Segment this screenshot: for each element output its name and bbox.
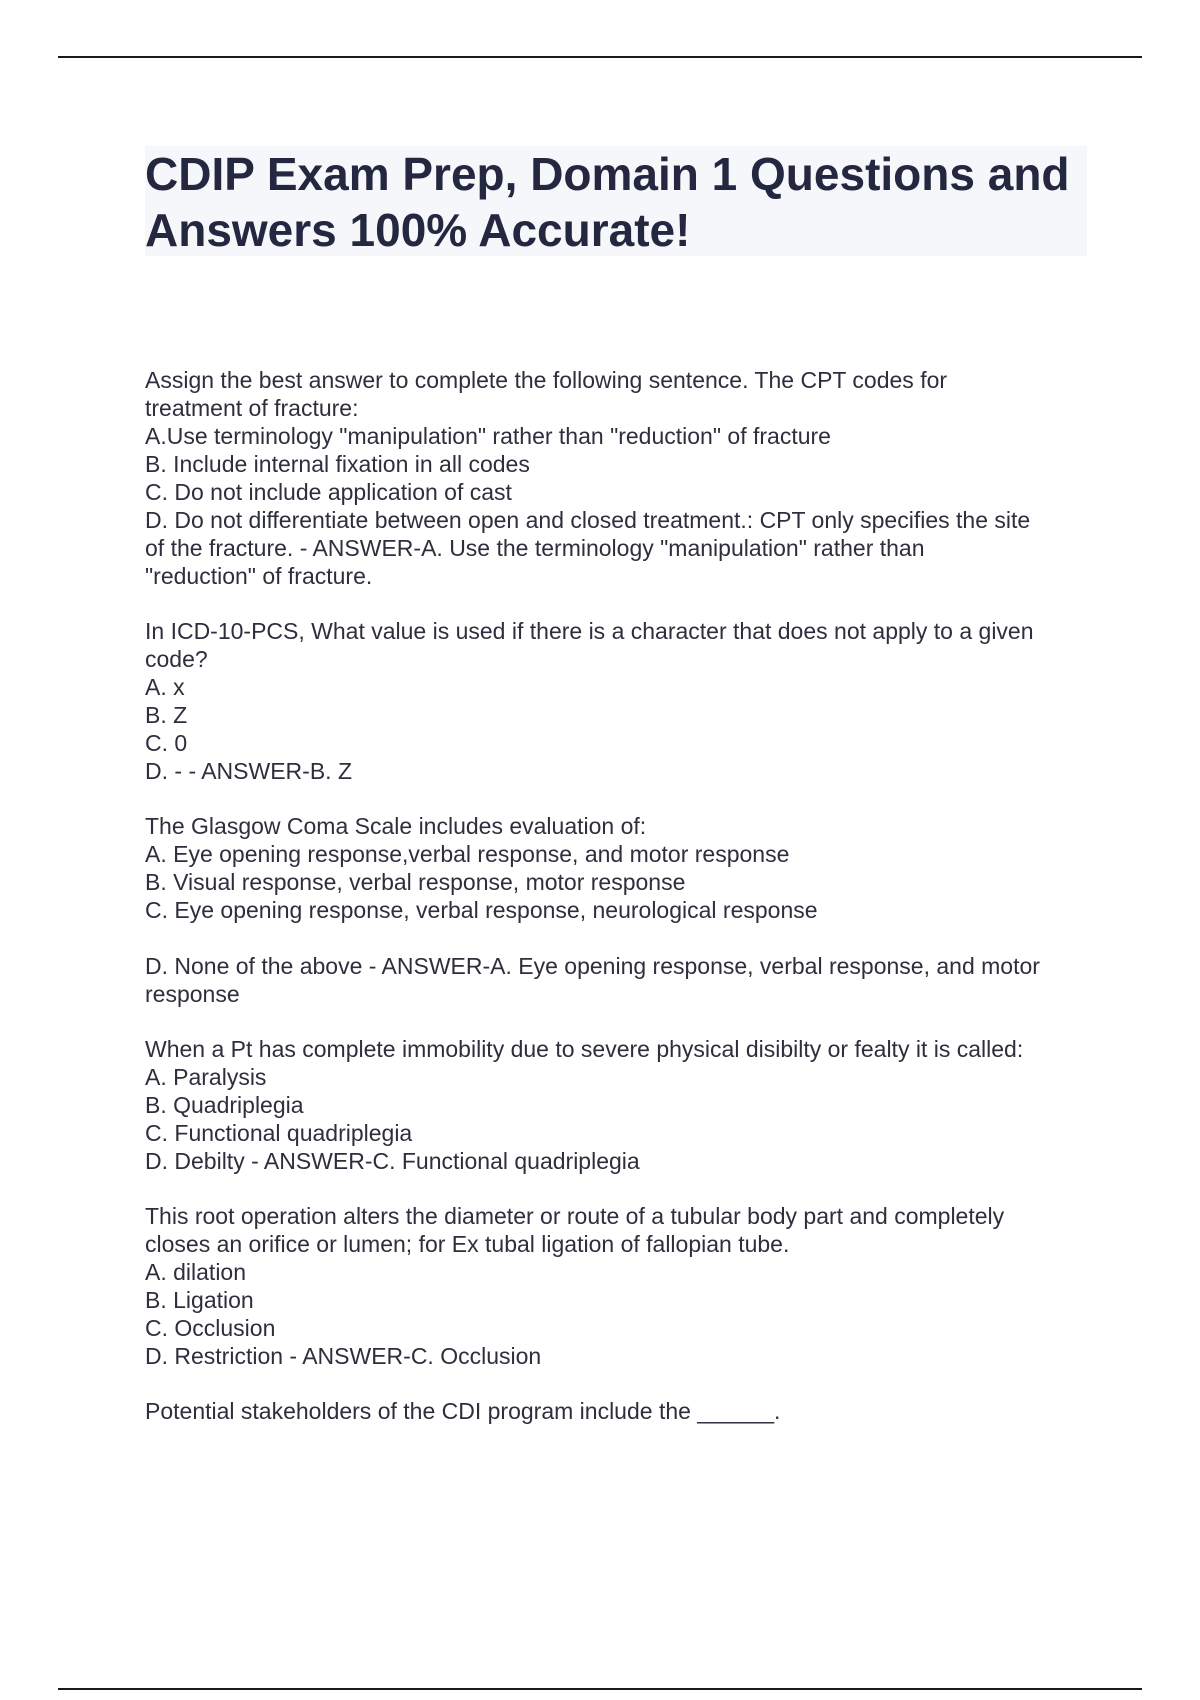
option-line: B. Include internal fixation in all codes (145, 451, 530, 477)
option-line: A. dilation (145, 1259, 247, 1285)
answer-line: of the fracture. - ANSWER-A. Use the terminology "manipulation" rather than (145, 535, 925, 561)
footer-rule (58, 1688, 1142, 1690)
answer-line: D. Restriction - ANSWER-C. Occlusion (145, 1343, 542, 1369)
option-line: C. Do not include application of cast (145, 479, 512, 505)
title-block (145, 146, 1087, 256)
question-line: Assign the best answer to complete the following sentence. The CPT codes for (145, 367, 948, 393)
question-block (145, 1397, 1087, 1425)
question-line: treatment of fracture: (145, 395, 359, 421)
option-line: B. Quadriplegia (145, 1092, 304, 1118)
option-line: C. Functional quadriplegia (145, 1120, 413, 1146)
answer-line: "reduction" of fracture. (145, 563, 373, 589)
option-line: C. Occlusion (145, 1315, 276, 1341)
question-block (145, 1202, 1087, 1370)
question-line: The Glasgow Coma Scale includes evaluation of: (145, 813, 647, 839)
option-line: C. Eye opening response, verbal response, neurological response (145, 897, 818, 923)
option-line: B. Ligation (145, 1287, 254, 1313)
question-line: In ICD-10-PCS, What value is used if there is a character that does not apply to a given (145, 618, 1034, 644)
question-list (145, 366, 1087, 1452)
document-title: CDIP Exam Prep, Domain 1 Questions and Answers 100% Accurate! (145, 148, 1070, 256)
question-block (145, 812, 1087, 1008)
question-line: code? (145, 646, 208, 672)
option-line: A. Eye opening response,verbal response, and motor response (145, 841, 790, 867)
question-block (145, 617, 1087, 785)
question-line: closes an orifice or lumen; for Ex tubal ligation of fallopian tube. (145, 1231, 790, 1257)
answer-line: D. None of the above - ANSWER-A. Eye opening response, verbal response, and motor (145, 953, 1040, 979)
question-block (145, 1035, 1087, 1175)
question-line: When a Pt has complete immobility due to severe physical disibilty or fealty it is called: (145, 1036, 1024, 1062)
option-line: D. Do not differentiate between open and closed treatment.: CPT only specifies the site (145, 507, 1031, 533)
option-line: B. Z (145, 702, 188, 728)
question-line: This root operation alters the diameter or route of a tubular body part and completely (145, 1203, 1005, 1229)
blank-line (145, 924, 1087, 952)
option-line: A.Use terminology "manipulation" rather than "reduction" of fracture (145, 423, 831, 449)
option-line: A. Paralysis (145, 1064, 267, 1090)
question-line: Potential stakeholders of the CDI program include the ______. (145, 1398, 781, 1424)
option-line: C. 0 (145, 730, 188, 756)
question-block (145, 366, 1087, 590)
answer-line: D. - - ANSWER-B. Z (145, 758, 352, 784)
option-line: B. Visual response, verbal response, motor response (145, 869, 686, 895)
header-rule (58, 56, 1142, 58)
answer-line: D. Debilty - ANSWER-C. Functional quadriplegia (145, 1148, 640, 1174)
answer-line: response (145, 981, 240, 1007)
option-line: A. x (145, 674, 185, 700)
